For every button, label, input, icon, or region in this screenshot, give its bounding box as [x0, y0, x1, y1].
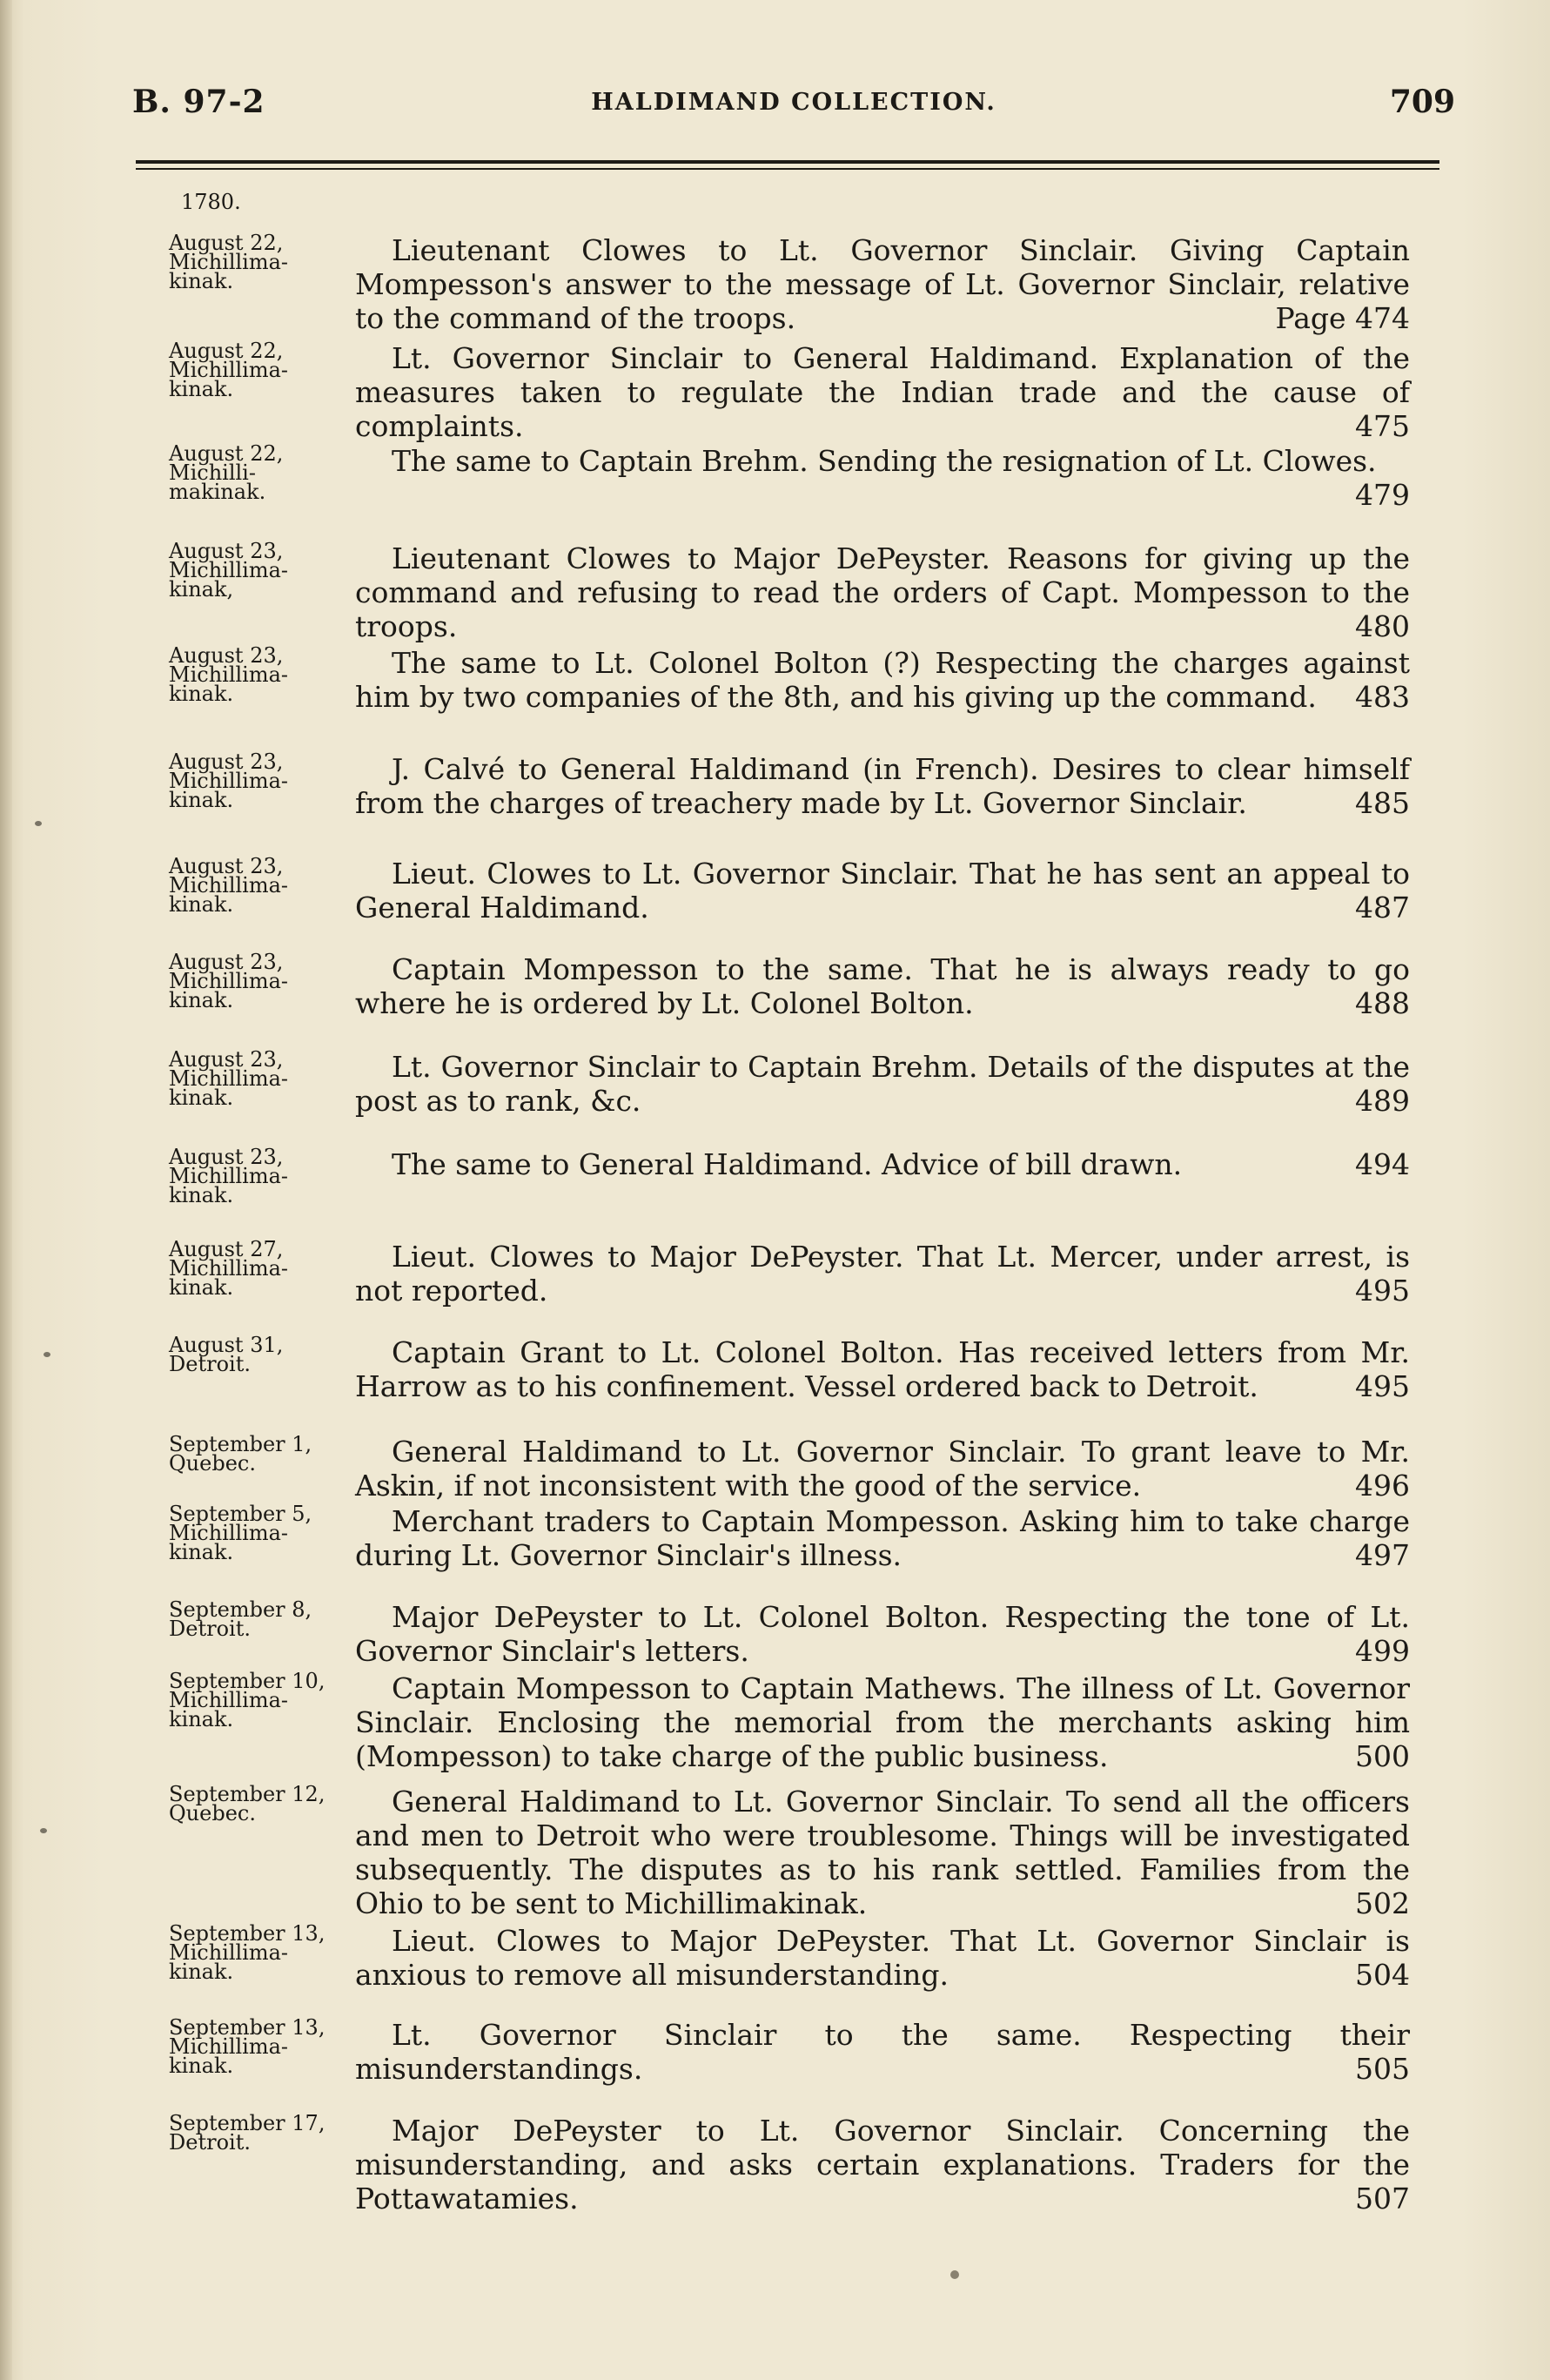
entry-date-place: September 13, Michillima- kinak. — [169, 2015, 325, 2078]
entry-description — [355, 1600, 1410, 1668]
entry-description — [355, 1785, 1410, 1920]
entry-page-reference: 494 — [1355, 1147, 1410, 1181]
page-number: 709 — [1389, 84, 1455, 120]
entry-text: Lieutenant Clowes to Lt. Governor Sinclair. Giving Captain Mompesson's answer to the message of Lt. Governor Sinclair, relative to the command of the troops. — [355, 233, 1410, 335]
entry-text: Captain Grant to Lt. Colonel Bolton. Has received letters from Mr. Harrow as to his confinement. Vessel ordered back to Detroit. — [355, 1335, 1410, 1403]
entry-date-place: August 23, Michillima- kinak. — [169, 1047, 289, 1110]
entry-page-reference: 504 — [1355, 1958, 1410, 1992]
entry-text: General Haldimand to Lt. Governor Sinclair. To grant leave to Mr. Askin, if not inconsistent with the good of the service. — [355, 1435, 1410, 1503]
entry-date-place: September 17, Detroit. — [169, 2111, 325, 2155]
entry-date-place: August 22, Michillima- kinak. — [169, 231, 289, 293]
entry-text: Lt. Governor Sinclair to the same. Respecting their misunderstandings. — [355, 2018, 1410, 2086]
entry-description — [355, 752, 1410, 820]
entry-description — [355, 952, 1410, 1020]
entry-description — [355, 1504, 1410, 1572]
entry-page-reference: 507 — [1355, 2182, 1410, 2215]
entry-description — [355, 646, 1410, 714]
page-header — [132, 84, 1455, 127]
entry-description — [355, 2018, 1410, 2086]
entry-date-place: August 23, Michillima- kinak. — [169, 854, 289, 917]
entry-page-reference: 479 — [1355, 478, 1410, 512]
entry-date-place: September 1, Quebec. — [169, 1432, 312, 1476]
entry-description — [355, 1435, 1410, 1503]
entry-page-reference: 496 — [1355, 1469, 1410, 1503]
entry-text: Lt. Governor Sinclair to Captain Brehm. Details of the disputes at the post as to rank, &c. — [355, 1050, 1410, 1118]
header-rule-thin — [136, 168, 1439, 170]
entry-text: Lieut. Clowes to Lt. Governor Sinclair. That he has sent an appeal to General Haldimand. — [355, 857, 1410, 924]
header-rule-thick — [136, 160, 1439, 164]
entry-text: Lt. Governor Sinclair to General Haldimand. Explanation of the measures taken to regulate the Indian trade and the cause of complaints. — [355, 341, 1410, 443]
entry-date-place: August 31, Detroit. — [169, 1333, 284, 1376]
entry-page-reference: 502 — [1355, 1886, 1410, 1920]
entry-page-reference: 497 — [1355, 1538, 1410, 1572]
margin-mark — [40, 1828, 47, 1833]
entry-page-reference: 483 — [1355, 680, 1410, 714]
entry-text: The same to Captain Brehm. Sending the resignation of Lt. Clowes. — [392, 444, 1377, 478]
entry-description — [355, 857, 1410, 924]
entry-description — [355, 233, 1410, 335]
entry-text: Major DePeyster to Lt. Colonel Bolton. Respecting the tone of Lt. Governor Sinclair's letters. — [355, 1600, 1410, 1668]
entry-text: The same to General Haldimand. Advice of bill drawn. — [392, 1147, 1183, 1181]
entry-page-reference: 499 — [1355, 1634, 1410, 1668]
year-heading: 1780. — [181, 190, 241, 214]
entry-date-place: August 23, Michillima- kinak. — [169, 750, 289, 812]
entry-text: Lieut. Clowes to Major DePeyster. That Lt. Governor Sinclair is anxious to remove all misunderstanding. — [355, 1924, 1410, 1992]
entry-text: J. Calvé to General Haldimand (in French). Desires to clear himself from the charges of treachery made by Lt. Governor Sinclair. — [355, 752, 1410, 820]
entry-page-reference: 480 — [1355, 609, 1410, 643]
entry-page-reference: 488 — [1355, 986, 1410, 1020]
entry-text: Lieutenant Clowes to Major DePeyster. Reasons for giving up the command and refusing to read the orders of Capt. Mompesson to the troops. — [355, 541, 1410, 643]
entry-date-place: August 23, Michillima- kinak. — [169, 950, 289, 1012]
entry-description — [355, 1671, 1410, 1773]
entry-date-place: September 8, Detroit. — [169, 1597, 312, 1641]
entry-text: Major DePeyster to Lt. Governor Sinclair. Concerning the misunderstanding, and asks certain explanations. Traders for the Pottawatamies. — [355, 2114, 1410, 2215]
entry-description — [355, 1050, 1410, 1118]
book-spine-edge — [0, 0, 12, 2380]
entry-text: Captain Mompesson to Captain Mathews. The illness of Lt. Governor Sinclair. Enclosing the memorial from the merchants asking him (Mompesson) to take charge of the public business. — [355, 1671, 1410, 1773]
entry-description — [355, 1335, 1410, 1403]
entry-page-reference: 505 — [1355, 2052, 1410, 2086]
entry-text: Merchant traders to Captain Mompesson. Asking him to take charge during Lt. Governor Sinclair's illness. — [355, 1504, 1410, 1572]
entry-description — [355, 1240, 1410, 1308]
entry-page-reference: 495 — [1355, 1369, 1410, 1403]
entry-description — [355, 2114, 1410, 2215]
entry-date-place: August 23, Michillima- kinak. — [169, 643, 289, 706]
entry-date-place: September 10, Michillima- kinak. — [169, 1669, 325, 1731]
entry-description — [355, 444, 1410, 512]
entry-date-place: August 22, Michilli- makinak. — [169, 441, 284, 504]
entry-text: Captain Mompesson to the same. That he is always ready to go where he is ordered by Lt. Colonel Bolton. — [355, 952, 1410, 1020]
entry-date-place: August 27, Michillima- kinak. — [169, 1237, 289, 1300]
entry-page-reference: Page 474 — [1275, 301, 1410, 335]
entry-page-reference: 495 — [1355, 1274, 1410, 1308]
entry-page-reference: 475 — [1355, 409, 1410, 443]
entry-description — [355, 1924, 1410, 1992]
entry-date-place: September 5, Michillima- kinak. — [169, 1502, 312, 1564]
entry-description — [355, 341, 1410, 443]
entry-text: The same to Lt. Colonel Bolton (?) Respecting the charges against him by two companies of the 8th, and his giving up the command. — [355, 646, 1410, 714]
margin-mark — [35, 821, 42, 826]
entry-page-reference: 500 — [1355, 1739, 1410, 1773]
entry-text: Lieut. Clowes to Major DePeyster. That Lt. Mercer, under arrest, is not reported. — [355, 1240, 1410, 1308]
margin-mark — [44, 1352, 50, 1357]
entry-date-place: August 23, Michillima- kinak, — [169, 539, 289, 602]
entry-date-place: August 22, Michillima- kinak. — [169, 339, 289, 401]
entry-date-place: August 23, Michillima- kinak. — [169, 1145, 289, 1207]
entry-page-reference: 485 — [1355, 786, 1410, 820]
volume-reference: B. 97-2 — [132, 84, 265, 120]
entry-date-place: September 12, Quebec. — [169, 1782, 325, 1825]
paper-speck — [950, 2270, 959, 2279]
entry-text: General Haldimand to Lt. Governor Sinclair. To send all the officers and men to Detroit who were troublesome. Things will be investigated subsequently. The disputes as to his rank settled. Families from the Ohio to be sent to Michillimakinak. — [355, 1785, 1410, 1920]
entry-date-place: September 13, Michillima- kinak. — [169, 1921, 325, 1984]
collection-title: HALDIMAND COLLECTION. — [591, 89, 996, 116]
entry-page-reference: 487 — [1355, 891, 1410, 924]
entry-description — [355, 541, 1410, 643]
entry-page-reference: 489 — [1355, 1084, 1410, 1118]
entry-description — [355, 1147, 1410, 1181]
